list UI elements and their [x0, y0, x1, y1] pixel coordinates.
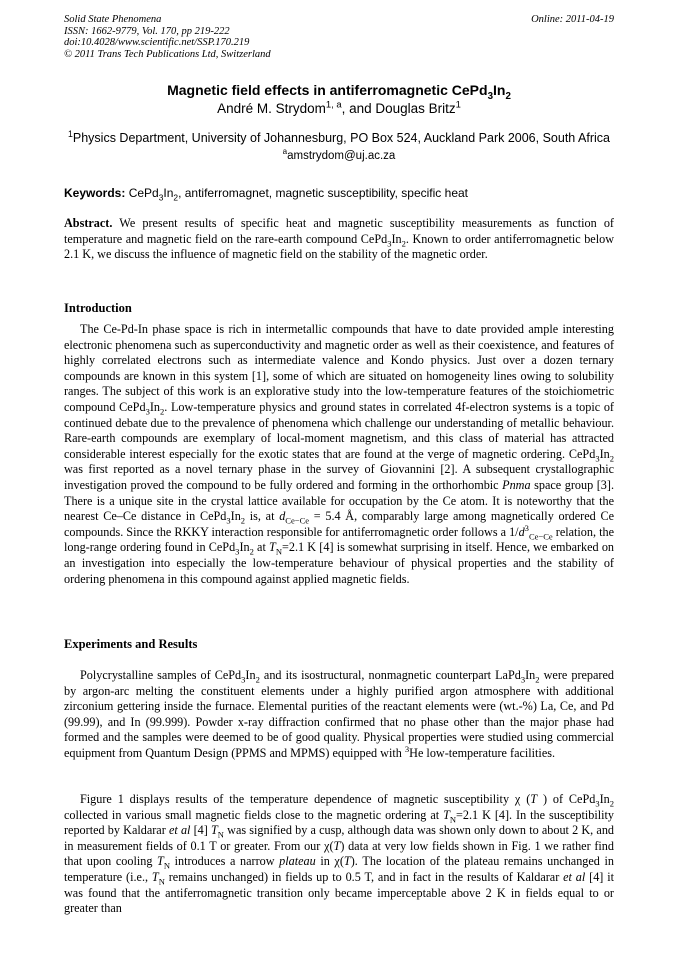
abstract-text: In: [391, 231, 402, 246]
keywords: [64, 186, 614, 203]
exp-italic: T: [443, 807, 450, 822]
intro-subscript: 3: [145, 406, 150, 417]
intro-subscript: 2: [249, 546, 254, 557]
exp-text: remains unchanged) in fields up to 0.5 T, and in fact in the results of Kaldarar: [164, 869, 564, 884]
exp-italic: T: [211, 823, 218, 838]
exp-text: ). The location of the plateau remains unchanged in temperature (i.e.,: [64, 854, 614, 884]
intro-text: . Low-temperature physics and ground states in correlated 4f-electron systems is a topic of continued debate due to the prevalence of phenomena which challenge our understanding of metallic behaviour. Rare-earth compounds are exemplary of local-moment magnetism, and this class of material has attracted considerable interest especially for the exotic states that are found at the verge of magnetic ordering. CePd: [64, 399, 614, 461]
exp-text: in χ(: [315, 854, 344, 869]
abstract-text: . Known to order antiferromagnetic below 2.1 K, we discuss the influence of magnetic field on the stability of the magnetic order.: [64, 231, 614, 262]
intro-subscript: 2: [159, 406, 165, 417]
exp-subscript: 3: [241, 674, 246, 685]
intro-text: In: [599, 446, 610, 461]
exp-italic: T: [343, 854, 351, 869]
intro-subscript: Ce−Ce: [285, 515, 310, 526]
journal-header: [64, 14, 271, 60]
exp-text: was signified by a cusp, although data was shown only down to about 2 K, and in measurement fields of 0.1 T or greater. From our χ(: [64, 823, 615, 853]
intro-subscript: Ce−Ce: [528, 531, 553, 542]
exp-text: ) of CePd: [537, 792, 596, 806]
exp-text: were prepared by argon-arc melting the constituent elements under a highly purified argon atmosphere with additional zirconium gettering inside the furnace. Elemental purities of the reactant elements were (wt.-%) La, Ce, and Pd (99.99), and In (99.999). Powder x-ray diffraction confirmed that no phase other than the major phase had formed and the samples were deemed to be of good quality. Physical properties were studied using commercial equipment from Quantum Design (PPMS and MPMS) equipped with: [64, 668, 614, 760]
intro-italic: d: [279, 509, 286, 524]
exp-subscript: 2: [609, 798, 615, 809]
intro-text: In: [230, 509, 241, 524]
copyright-line: © 2011 Trans Tech Publications Ltd, Switzerland: [64, 48, 271, 60]
section-heading-introduction: Introduction: [64, 301, 132, 315]
abstract-label: Abstract.: [64, 216, 113, 230]
author-affil-mark: 1, a: [325, 99, 342, 111]
exp-italic: T: [333, 838, 341, 853]
exp-text: Polycrystalline samples of CePd: [80, 668, 242, 682]
exp-text: [4] it was found that the antiferromagnetic transition only became imperceptable above 2 K in fields equal to or greater than: [64, 869, 614, 916]
abstract-text: We present results of specific heat and magnetic susceptibility measurements as function of temperature and magnetic field on the rare-earth compound CePd: [64, 216, 614, 246]
exp-text: ) data at very low fields shown in Fig. 1 we rather find that upon cooling: [64, 838, 614, 869]
intro-subscript: 3: [595, 453, 600, 464]
intro-text: at: [253, 540, 270, 555]
author-name: , and Douglas Britz: [341, 101, 456, 116]
exp-italic: T: [530, 792, 538, 806]
keywords-text: , antiferromagnet, magnetic susceptibility, specific heat: [178, 186, 468, 200]
affiliation-mark: 1: [68, 128, 73, 139]
title-subscript: 2: [505, 90, 511, 102]
intro-text: space group [3]. There is a unique site in the crystal lattice available for occupation by the Ce atom. It is noteworthy that the nearest Ce–Ce distance in CePd: [64, 477, 614, 524]
intro-text: In: [149, 399, 160, 414]
intro-text: is, at: [245, 509, 280, 524]
exp-text: and its isostructural, nonmagnetic counterpart LaPd: [259, 668, 521, 682]
email-mark: a: [282, 147, 288, 157]
exp-text: In: [525, 668, 536, 682]
exp-subscript: N: [158, 876, 165, 887]
keywords-text: In: [163, 186, 174, 200]
exp-subscript: N: [217, 829, 224, 840]
exp-subscript: 3: [520, 674, 526, 685]
exp-italic: et al: [168, 823, 191, 838]
online-date: Online: 2011-04-19: [531, 14, 614, 25]
intro-italic: T: [269, 540, 276, 555]
exp-text: [4]: [190, 823, 212, 838]
intro-subscript: 2: [609, 453, 614, 464]
exp-text: introduces a narrow: [170, 854, 280, 869]
intro-italic: Pnma: [502, 477, 531, 492]
journal-name: Solid State Phenomena: [64, 14, 162, 25]
keywords-label: Keywords:: [64, 186, 126, 200]
paper-title: [64, 82, 614, 102]
exp-subscript: 3: [595, 798, 600, 809]
title-text: In: [493, 82, 506, 98]
author-email[interactable]: [64, 147, 614, 162]
author-name: André M. Strydom: [217, 101, 326, 116]
issn-line: ISSN: 1662-9779, Vol. 170, pp 219-222: [64, 25, 230, 37]
intro-subscript: 3: [226, 515, 231, 526]
exp-subscript: 2: [535, 674, 540, 685]
affiliation: [64, 128, 614, 145]
experiments-paragraph-1: [64, 668, 614, 762]
intro-subscript: N: [275, 546, 282, 557]
exp-text: Figure 1 displays results of the temperature dependence of magnetic susceptibility χ (: [80, 792, 531, 806]
section-heading-experiments: Experiments and Results: [64, 637, 198, 651]
intro-text: relation, the long-range ordering found in CePd: [64, 524, 614, 555]
exp-text: In: [599, 792, 610, 806]
exp-text: He low-temperature facilities.: [409, 745, 556, 760]
author-affil-mark: 1: [455, 99, 461, 111]
intro-text: was first reported as a novel ternary phase in the survey of Giovannini [2]. A subsequent crystallographic investigation proved the compound to be fully ordered and forming in the orthorhombic: [64, 462, 614, 492]
exp-italic: plateau: [279, 854, 316, 869]
exp-text: collected in various small magnetic fields close to the magnetic ordering at: [64, 807, 444, 822]
intro-superscript: 3: [524, 522, 529, 533]
exp-text: In: [245, 668, 256, 682]
experiments-paragraph-2: [64, 792, 614, 917]
intro-text: = 5.4 Å, comparably large among magnetically ordered Ce compounds. Since the RKKY interaction responsible for antiferromagnetic order follows a 1/: [64, 509, 614, 539]
title-text: Magnetic field effects in antiferromagnetic CePd: [167, 82, 488, 98]
keywords-subscript: 3: [158, 192, 164, 203]
author-line: [64, 101, 614, 116]
exp-subscript: 2: [255, 674, 260, 685]
intro-text: In: [239, 540, 250, 555]
exp-italic: et al: [563, 869, 586, 884]
abstract-subscript: 3: [387, 238, 392, 249]
intro-subscript: 2: [240, 515, 246, 526]
exp-subscript: N: [449, 814, 457, 825]
intro-text: The Ce-Pd-In phase space is rich in intermetallic compounds that have to date provided ample interesting electronic phenomena such as superconductivity and magnetic order as well as their coexistence, and features of highly correlated electrons such as intermediate valence and Kondo physics. Just over a dozen ternary compounds are known in this system [1], some of which are situated on homogeneity lines owing to solubility ranges. The subject of this work is an explorative study into the low-temperature features of the stoichiometric compound CePd: [64, 322, 614, 414]
exp-superscript: 3: [404, 743, 410, 754]
exp-text: =2.1 K [4]. In the susceptibility reported by Kaldarar: [64, 807, 614, 838]
intro-subscript: 3: [235, 546, 240, 557]
title-subscript: 3: [487, 90, 494, 102]
affiliation-text: Physics Department, University of Johannesburg, PO Box 524, Auckland Park 2006, South Africa: [72, 131, 610, 145]
intro-italic: d: [518, 524, 525, 539]
abstract-subscript: 2: [401, 238, 406, 249]
exp-italic: T: [151, 869, 159, 884]
abstract: [64, 216, 614, 263]
keywords-subscript: 2: [173, 192, 179, 203]
email-text[interactable]: amstrydom@uj.ac.za: [287, 150, 396, 162]
exp-subscript: N: [163, 860, 170, 871]
doi-line: doi:10.4028/www.scientific.net/SSP.170.219: [64, 37, 250, 48]
introduction-paragraph: [64, 322, 614, 587]
exp-italic: T: [157, 854, 164, 869]
keywords-text: CePd: [125, 186, 159, 200]
intro-text: =2.1 K [4] is somewhat surprising in itself. Hence, we embarked on an investigation into especially the low-temperature behaviour of physical properties and the stability of ordering phenomena in this compound against applied magnetic fields.: [64, 540, 615, 586]
